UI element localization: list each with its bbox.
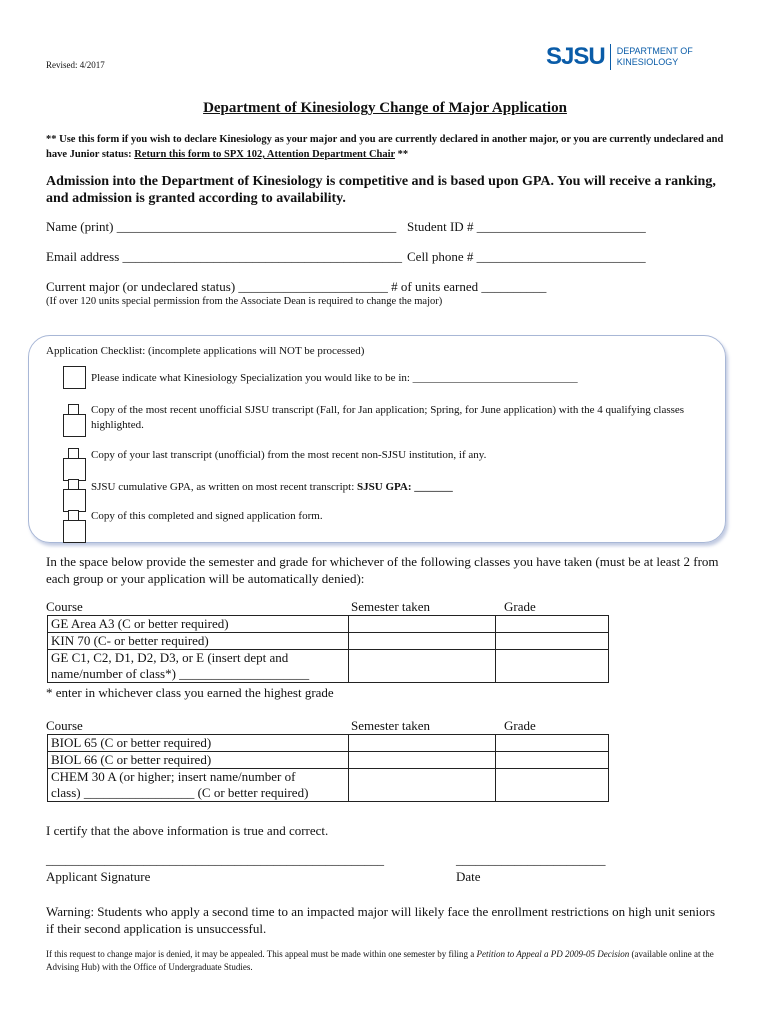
checklist-item-other-transcript: Copy of your last transcript (unofficial) from the most recent non-SJSU institution, if any. (91, 449, 487, 461)
appeal-petition-name: Petition to Appeal a PD 2009-05 Decision (476, 949, 630, 959)
grade-cell[interactable] (496, 633, 609, 650)
checklist-heading: Application Checklist: (incomplete applications will NOT be processed) (46, 345, 365, 357)
date-line[interactable]: _______________________ (456, 852, 606, 867)
page-title: Department of Kinesiology Change of Major Application (203, 100, 567, 116)
grade-cell[interactable] (496, 769, 609, 802)
logo-dept-line1: DEPARTMENT OF (616, 46, 693, 56)
gpa-label[interactable]: SJSU GPA: _______ (357, 481, 453, 493)
group2-col-course: Course (46, 718, 83, 733)
course-cell: BIOL 66 (C or better required) (48, 752, 349, 769)
signature-label: Applicant Signature (46, 869, 151, 884)
sjsu-logo (546, 42, 693, 72)
note-return-address: Return this form to SPX 102, Attention Department Chair (134, 149, 396, 160)
group1-col-semester: Semester taken (351, 599, 431, 614)
instruction-note (46, 132, 736, 162)
course-cell (48, 769, 349, 802)
email-field[interactable]: Email address ___________________________________________ (46, 249, 403, 264)
appeal-tail: (available online at the Advising Hub) with the Office of Undergraduate Studies. (46, 949, 714, 972)
grade-cell[interactable] (496, 650, 609, 683)
course-cell: GE Area A3 (C or better required) (48, 616, 349, 633)
note-tail: ** (395, 149, 409, 160)
semester-cell[interactable] (349, 616, 496, 633)
logo-dept-text (617, 46, 693, 68)
semester-cell[interactable] (349, 769, 496, 802)
cell-phone-field[interactable]: Cell phone # __________________________ (407, 249, 646, 264)
logo-sjsu-text: SJSU (546, 43, 605, 70)
revised-date: Revised: 4/2017 (46, 60, 105, 70)
checkbox-signed-form[interactable] (63, 520, 86, 543)
group1-col-grade: Grade (504, 599, 536, 614)
group2-col-grade: Grade (504, 718, 536, 733)
table-row (48, 633, 609, 650)
course-line[interactable]: class) _________________ (C or better required) (51, 785, 309, 800)
class-instructions: In the space below provide the semester and grade for whichever of the following classes you have taken (must be at least 2 from each group or your application will be automatically denied): (46, 554, 719, 586)
table-row (48, 616, 609, 633)
course-cell: KIN 70 (C- or better required) (48, 633, 349, 650)
warning-text: Warning: Students who apply a second time to an impacted major will likely face the enrollment restrictions on high unit seniors if their second application is unsuccessful. (46, 904, 716, 936)
grade-cell[interactable] (496, 616, 609, 633)
gpa-text: SJSU cumulative GPA, as written on most recent transcript: (91, 481, 358, 493)
semester-cell[interactable] (349, 633, 496, 650)
checklist-item-sjsu-transcript: Copy of the most recent unofficial SJSU transcript (Fall, for Jan application; Spring, for June application) with the 4 qualifying classes highlighted. (91, 404, 685, 431)
note-text: ** Use this form if you wish to declare Kinesiology as your major and you are currently declared in another major, or you are currently undeclared and have Junior status: (46, 134, 724, 160)
checkbox-other-transcript[interactable] (63, 458, 86, 481)
table-row (48, 650, 609, 683)
course-cell (48, 650, 349, 683)
group2-col-semester: Semester taken (351, 718, 431, 733)
course-line: GE C1, C2, D1, D2, D3, or E (insert dept and (51, 650, 289, 665)
table-row (48, 735, 609, 752)
table-row (48, 752, 609, 769)
group1-footnote: * enter in whichever class you earned the highest grade (46, 685, 334, 700)
student-id-field[interactable]: Student ID # __________________________ (407, 219, 646, 234)
checkbox-gpa[interactable] (63, 489, 86, 512)
semester-cell[interactable] (349, 650, 496, 683)
group1-table (47, 615, 609, 683)
table-row (48, 769, 609, 802)
signature-line[interactable]: ____________________________________________________ (46, 852, 384, 867)
grade-cell[interactable] (496, 752, 609, 769)
date-label: Date (456, 869, 481, 884)
name-field[interactable]: Name (print) ___________________________________________ (46, 219, 397, 234)
grade-cell[interactable] (496, 735, 609, 752)
current-major-field[interactable]: Current major (or undeclared status) _______________________ # of units earned __________ (46, 279, 547, 294)
checkbox-specialization[interactable] (63, 366, 86, 389)
group1-col-course: Course (46, 599, 83, 614)
certify-statement: I certify that the above information is true and correct. (46, 823, 329, 838)
units-note: (If over 120 units special permission from the Associate Dean is required to change the major) (46, 296, 443, 307)
checklist-item-specialization: Please indicate what Kinesiology Specialization you would like to be in: ______________________________ (91, 372, 578, 384)
appeal-text: If this request to change major is denied, it may be appealed. This appeal must be made within one semester by filing a (46, 949, 477, 959)
checklist-item-signed-form: Copy of this completed and signed application form. (91, 510, 323, 522)
logo-dept-line2: KINESIOLOGY (616, 57, 679, 67)
course-cell: BIOL 65 (C or better required) (48, 735, 349, 752)
logo-divider (610, 44, 611, 70)
semester-cell[interactable] (349, 735, 496, 752)
semester-cell[interactable] (349, 752, 496, 769)
course-line: CHEM 30 A (or higher; insert name/number of (51, 769, 296, 784)
checkbox-sjsu-transcript[interactable] (63, 414, 86, 437)
admission-statement: Admission into the Department of Kinesiology is competitive and is based upon GPA. You will receive a ranking, and admission is granted according to availability. (46, 174, 716, 206)
appeal-note (46, 948, 726, 974)
group2-table (47, 734, 609, 802)
course-line[interactable]: name/number of class*) ____________________ (51, 666, 310, 681)
checklist-item-gpa (91, 480, 711, 495)
